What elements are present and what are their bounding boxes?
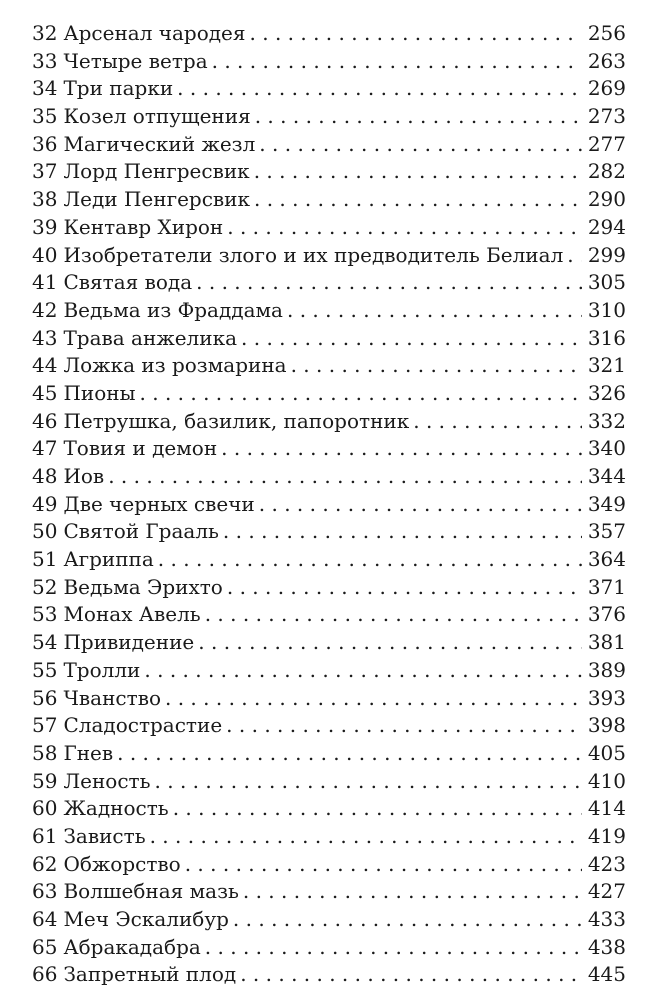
page-number: 371 (587, 574, 626, 599)
page-number: 398 (587, 713, 626, 738)
chapter-title: Волшебная мазь (63, 879, 239, 904)
chapter-title: Магический жезл (63, 131, 256, 156)
chapter-title: Леди Пенгерсвик (63, 187, 250, 212)
chapter-title: Жадность (63, 796, 169, 821)
chapter-number: 36 (32, 131, 58, 156)
toc-entry (32, 574, 626, 602)
toc-entry (32, 463, 626, 491)
dot-leader (173, 795, 582, 823)
dot-leader (155, 768, 582, 796)
toc-entry (32, 795, 626, 823)
dot-leader (227, 214, 582, 242)
chapter-number: 37 (32, 159, 58, 184)
chapter-number: 59 (32, 768, 58, 793)
dot-leader (196, 269, 582, 297)
dot-leader (140, 380, 582, 408)
chapter-number: 65 (32, 934, 58, 959)
chapter-title: Чванство (63, 685, 161, 710)
chapter-number: 46 (32, 408, 58, 433)
dot-leader (413, 408, 582, 436)
chapter-title: Иов (63, 464, 105, 488)
chapter-number: 49 (32, 491, 58, 516)
chapter-title: Пионы (63, 380, 136, 405)
dot-leader (144, 657, 582, 685)
dot-leader (233, 906, 582, 934)
toc-entry (32, 546, 626, 574)
chapter-number: 40 (32, 242, 58, 267)
dot-leader (255, 103, 582, 131)
dot-leader (158, 546, 582, 574)
toc-entry (32, 878, 626, 906)
toc-entry (32, 352, 626, 380)
chapter-title: Обжорство (63, 851, 181, 876)
toc-entry (32, 823, 626, 851)
page-number: 277 (587, 131, 626, 156)
toc-entry (32, 906, 626, 934)
dot-leader (212, 48, 582, 76)
chapter-title: Четыре ветра (63, 48, 208, 73)
chapter-number: 38 (32, 187, 58, 212)
chapter-title: Лорд Пенгресвик (63, 159, 250, 184)
page-number: 389 (587, 657, 626, 682)
toc-entry (32, 131, 626, 159)
page-number: 433 (587, 907, 626, 931)
dot-leader (259, 131, 582, 159)
chapter-title: Три парки (63, 76, 174, 101)
toc-entry (32, 158, 626, 186)
chapter-title: Привидение (63, 630, 195, 655)
chapter-title: Святая вода (63, 270, 193, 295)
chapter-title: Абракадабра (63, 934, 201, 959)
page-number: 381 (587, 630, 626, 655)
page-number: 316 (587, 325, 626, 350)
chapter-number: 47 (32, 436, 58, 461)
page-number: 349 (587, 491, 626, 516)
toc-entry (32, 768, 626, 796)
page-number: 310 (587, 297, 626, 322)
page-number: 410 (587, 768, 626, 793)
chapter-title: Зависть (63, 823, 146, 848)
chapter-title: Леность (63, 768, 151, 793)
toc-entry (32, 408, 626, 436)
page-number: 344 (587, 464, 626, 488)
toc-entry (32, 214, 626, 242)
chapter-number: 48 (32, 464, 58, 488)
page-number: 332 (587, 408, 626, 433)
chapter-number: 44 (32, 353, 58, 378)
dot-leader (227, 574, 582, 602)
dot-leader (250, 20, 582, 48)
chapter-number: 58 (32, 740, 58, 765)
chapter-number: 42 (32, 297, 58, 322)
toc-entry (32, 20, 626, 48)
chapter-title: Гнев (63, 740, 114, 765)
toc-entry (32, 934, 626, 962)
table-of-contents (32, 20, 626, 989)
toc-entry (32, 740, 626, 768)
chapter-number: 60 (32, 796, 58, 821)
chapter-number: 57 (32, 713, 58, 738)
page-number: 321 (587, 353, 626, 378)
page-number: 305 (587, 270, 626, 295)
chapter-title: Агриппа (63, 547, 154, 572)
chapter-title: Святой Грааль (63, 519, 219, 544)
dot-leader (205, 601, 582, 629)
toc-entry (32, 269, 626, 297)
page-number: 273 (587, 104, 626, 129)
dot-leader (243, 878, 582, 906)
chapter-number: 45 (32, 380, 58, 405)
page-number: 269 (587, 76, 626, 101)
toc-entry (32, 851, 626, 879)
chapter-title: Запретный плод (63, 962, 237, 987)
toc-entry (32, 325, 626, 353)
chapter-number: 66 (32, 962, 58, 987)
dot-leader (150, 823, 582, 851)
chapter-title: Ведьма из Фраддама (63, 297, 283, 322)
page-number: 326 (587, 380, 626, 405)
chapter-number: 41 (32, 270, 58, 295)
toc-entry (32, 961, 626, 989)
page-number: 282 (587, 159, 626, 184)
page-number: 294 (587, 214, 626, 239)
chapter-number: 56 (32, 685, 58, 710)
dot-leader (165, 685, 582, 713)
toc-entry (32, 48, 626, 76)
dot-leader (177, 75, 582, 103)
dot-leader (287, 297, 582, 325)
dot-leader (291, 352, 582, 380)
page-number: 445 (587, 962, 626, 987)
toc-entry (32, 75, 626, 103)
dot-leader (108, 463, 582, 491)
toc-entry (32, 297, 626, 325)
dot-leader (223, 518, 582, 546)
page-number: 438 (587, 934, 626, 959)
chapter-number: 53 (32, 602, 58, 627)
dot-leader (254, 158, 582, 186)
dot-leader (198, 629, 582, 657)
toc-entry (32, 491, 626, 519)
chapter-title: Сладострастие (63, 713, 223, 738)
page-number: 419 (587, 823, 626, 848)
chapter-number: 50 (32, 519, 58, 544)
dot-leader (259, 491, 582, 519)
chapter-number: 34 (32, 76, 58, 101)
chapter-number: 54 (32, 630, 58, 655)
toc-entry (32, 712, 626, 740)
page-number: 423 (587, 851, 626, 876)
chapter-title: Монах Авель (63, 602, 201, 627)
chapter-title: Две черных свечи (63, 491, 255, 516)
chapter-number: 52 (32, 574, 58, 599)
page-number: 263 (587, 48, 626, 73)
chapter-number: 32 (32, 21, 58, 45)
chapter-number: 62 (32, 851, 58, 876)
page-number: 376 (587, 602, 626, 627)
dot-leader (185, 851, 582, 879)
dot-leader (221, 435, 582, 463)
page-number: 256 (587, 21, 626, 45)
chapter-number: 43 (32, 325, 58, 350)
chapter-number: 61 (32, 823, 58, 848)
page-number: 393 (587, 685, 626, 710)
toc-entry (32, 186, 626, 214)
toc-entry (32, 435, 626, 463)
chapter-title: Арсенал чародея (63, 21, 246, 45)
dot-leader (241, 325, 582, 353)
chapter-title: Трава анжелика (63, 325, 238, 350)
chapter-title: Тролли (63, 657, 141, 682)
chapter-title: Петрушка, базилик, папоротник (63, 408, 410, 433)
chapter-number: 51 (32, 547, 58, 572)
page-number: 364 (587, 547, 626, 572)
chapter-title: Изобретатели злого и их предводитель Белиал (63, 242, 564, 267)
dot-leader (254, 186, 582, 214)
page-number: 299 (587, 242, 626, 267)
toc-entry (32, 242, 626, 270)
page-number: 290 (587, 187, 626, 212)
chapter-title: Меч Эскалибур (63, 907, 229, 931)
dot-leader (567, 242, 582, 270)
chapter-number: 35 (32, 104, 58, 129)
dot-leader (226, 712, 582, 740)
dot-leader (205, 934, 582, 962)
toc-entry (32, 629, 626, 657)
chapter-title: Ведьма Эрихто (63, 574, 223, 599)
toc-entry (32, 380, 626, 408)
chapter-number: 39 (32, 214, 58, 239)
toc-entry (32, 685, 626, 713)
toc-entry (32, 601, 626, 629)
chapter-title: Товия и демон (63, 436, 218, 461)
chapter-title: Ложка из розмарина (63, 353, 287, 378)
page-number: 340 (587, 436, 626, 461)
chapter-number: 55 (32, 657, 58, 682)
toc-entry (32, 657, 626, 685)
chapter-number: 63 (32, 879, 58, 904)
chapter-title: Кентавр Хирон (63, 214, 224, 239)
toc-entry (32, 518, 626, 546)
dot-leader (240, 961, 582, 989)
chapter-number: 64 (32, 907, 58, 931)
page-number: 357 (587, 519, 626, 544)
dot-leader (117, 740, 582, 768)
toc-entry (32, 103, 626, 131)
chapter-number: 33 (32, 48, 58, 73)
chapter-title: Козел отпущения (63, 104, 251, 129)
page-number: 427 (587, 879, 626, 904)
page-number: 414 (587, 796, 626, 821)
page-number: 405 (587, 740, 626, 765)
